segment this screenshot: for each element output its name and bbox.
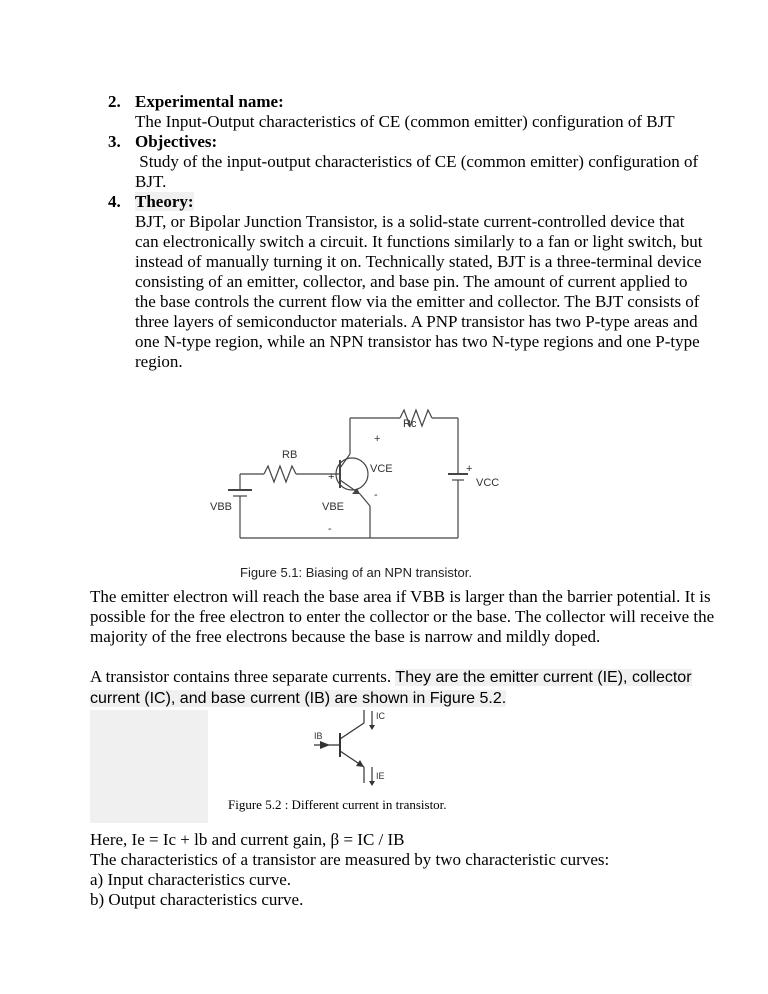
section-body: BJT, or Bipolar Junction Transistor, is a solid-state current-controlled device that can electronically switch a circuit. It functions similarly to a fan or light switch, but instead of manually turning it on. Technically stated, BJT is a three-terminal device consisting of an emitter, collector, and base pin. The amount of current applied to the base controls the current flow via the emitter and collector. The BJT consists of three layers of semiconductor materials. A PNP transistor has two P-type areas and one N-type region, while an NPN transistor has two N-type regions and one P-type region. xyxy=(135,212,703,371)
rb-label: RB xyxy=(282,449,298,461)
grey-highlight-block xyxy=(90,710,208,823)
section-number: 3. xyxy=(108,132,121,151)
vce-label: VCE xyxy=(370,463,393,475)
vcc-label: VCC xyxy=(476,477,500,489)
section-number: 2. xyxy=(108,92,121,111)
section-body: Study of the input-output characteristics of CE (common emitter) configuration of BJT. xyxy=(135,152,703,191)
section-list xyxy=(108,92,708,372)
paragraph-three-currents-lead: A transistor contains three separate currents. xyxy=(90,667,396,686)
vce-minus-sign: - xyxy=(374,489,378,501)
vcc-plus-sign: + xyxy=(466,463,473,475)
ic-label: IC xyxy=(376,711,385,721)
section-heading: Objectives: xyxy=(135,132,218,151)
paragraph-three-currents xyxy=(90,667,730,709)
closing-line: The characteristics of a transistor are measured by two characteristic curves: xyxy=(90,850,610,869)
npn-biasing-circuit-figure xyxy=(200,402,520,587)
transistor-currents-diagram xyxy=(300,705,400,805)
closing-line: b) Output characteristics curve. xyxy=(90,890,304,909)
vbe-plus-sign: + xyxy=(328,471,335,483)
rc-label: Rc xyxy=(403,418,417,430)
section-objectives xyxy=(108,132,708,192)
vbe-minus-sign: - xyxy=(328,523,332,535)
figure-5-1-caption: Figure 5.1: Biasing of an NPN transistor. xyxy=(240,565,472,580)
transistor-currents-figure xyxy=(300,705,400,805)
section-body: The Input-Output characteristics of CE (common emitter) configuration of BJT xyxy=(135,112,675,131)
paragraph-emitter-electron: The emitter electron will reach the base area if VBB is larger than the barrier potential. It is possible for the free electron to enter the collector or the base. The collector will receive the majority of the free electrons because the base is narrow and mildly doped. xyxy=(90,587,715,646)
section-heading: Experimental name: xyxy=(135,92,284,111)
closing-line: a) Input characteristics curve. xyxy=(90,870,292,889)
figure-5-2-caption: Figure 5.2 : Different current in transistor. xyxy=(228,797,447,812)
npn-biasing-circuit-diagram xyxy=(200,402,520,587)
paragraph-three-currents-highlight: They are the emitter current (IE), collector current (IC), and base current (IB) are shown in Figure 5.2. xyxy=(90,669,692,707)
section-heading: Theory: xyxy=(135,192,194,211)
section-number: 4. xyxy=(108,192,121,211)
ib-label: IB xyxy=(314,731,323,741)
equation-line: Here, Ie = Ic + lb and current gain, β = IC / IB xyxy=(90,830,405,849)
ie-label: IE xyxy=(376,771,385,781)
vbe-label: VBE xyxy=(322,501,345,513)
vce-plus-sign: + xyxy=(374,433,381,445)
vbb-label: VBB xyxy=(210,501,233,513)
section-experimental-name xyxy=(108,92,708,132)
section-theory xyxy=(108,192,708,372)
